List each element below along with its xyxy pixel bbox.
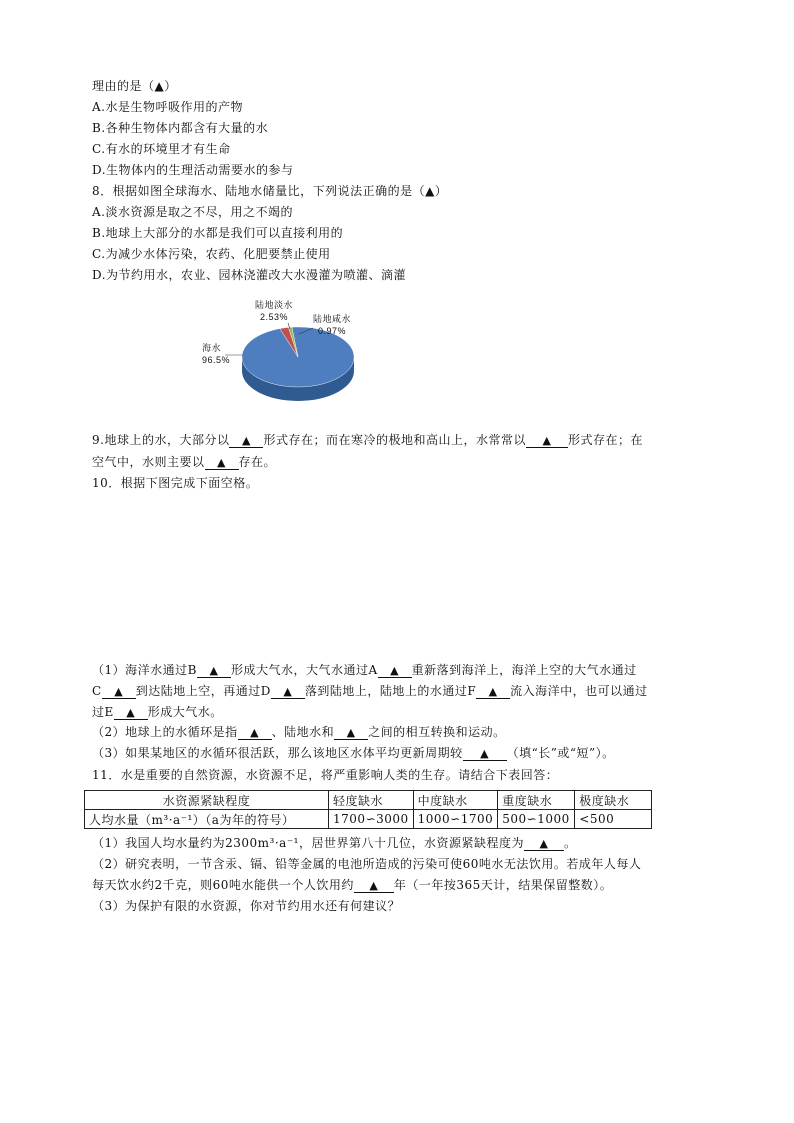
water-storage-pie-chart — [195, 295, 385, 415]
q7-option-b: B.各种生物体内都含有大量的水 — [92, 121, 269, 135]
pie-label-0: 海水 — [202, 343, 222, 353]
water-cycle-figure-area — [92, 495, 702, 655]
q11-stem: 11．水是重要的自然资源，水资源不足，将严重影响人类的生存。请结合下表回答： — [92, 768, 559, 782]
q9-blank-3[interactable]: ▲ — [205, 456, 239, 470]
q9-line-2: 空气中，水则主要以 ▲ 存在。 — [92, 455, 277, 469]
q8-option-c: C.为减少水体污染，农药、化肥要禁止使用 — [92, 247, 331, 261]
pie-value-label-1: 2.53% — [260, 312, 289, 322]
q10-blank-e[interactable]: ▲ — [114, 706, 148, 720]
q10-blank-f[interactable]: ▲ — [476, 685, 510, 699]
pie-label-2: 陆地咸水 — [313, 314, 352, 324]
q9-line-1: 9.地球上的水，大部分以 ▲ 形式存在；而在寒冷的极地和高山上，水常常以 ▲ 形式存在；在 — [92, 433, 643, 447]
q10-blank-d[interactable]: ▲ — [271, 685, 305, 699]
q10-blank-part2-1[interactable]: ▲ — [238, 726, 272, 740]
pie-value-label-2: 0.97% — [318, 326, 347, 336]
q10-sentence-3: 过E ▲ 形成大气水。 — [92, 705, 223, 719]
table-row: 人均水量（m³·a⁻¹）（a为年的符号） 1700∽3000 1000∽1700 500∽1000 <500 — [85, 810, 652, 829]
q10-blank-a[interactable]: ▲ — [378, 664, 412, 678]
q10-stem: 10．根据下图完成下面空格。 — [92, 476, 259, 490]
q11-part-1: （1）我国人均水量约为2300m³·a⁻¹，居世界第八十几位，水资源紧缺程度为 ▲ 。 — [92, 836, 577, 850]
q10-sentence-1: （1）海洋水通过B ▲ 形成大气水，大气水通过A ▲ 重新落到海洋上，海洋上空的大气水通过 — [92, 663, 637, 677]
q8-option-d: D.为节约用水，农业、园林浇灌改大水漫灌为喷灌、滴灌 — [92, 268, 407, 282]
q10-part-2: （2）地球上的水循环是指 ▲ 、陆地水和 ▲ 之间的相互转换和运动。 — [92, 725, 506, 739]
q10-blank-b[interactable]: ▲ — [197, 664, 231, 678]
water-scarcity-table — [84, 790, 652, 829]
q8-stem: 8．根据如图全球海水、陆地水储量比，下列说法正确的是（▲） — [92, 184, 448, 198]
q10-part-3: （3）如果某地区的水循环很活跃，那么该地区水体平均更新周期较 ▲ （填“长”或“短”）。 — [92, 746, 615, 760]
q9-blank-1[interactable]: ▲ — [229, 434, 263, 448]
q11-part-3: （3）为保护有限的水资源，你对节约用水还有何建议？ — [92, 899, 401, 913]
q7-option-a: A.水是生物呼吸作用的产物 — [92, 100, 243, 114]
q7-option-c: C.有水的环境里才有生命 — [92, 142, 231, 156]
pie-label-1: 陆地淡水 — [255, 300, 294, 310]
q9-blank-2[interactable]: ▲ — [526, 434, 568, 448]
q11-blank-1[interactable]: ▲ — [524, 837, 564, 851]
q11-blank-2[interactable]: ▲ — [354, 879, 394, 893]
q7-stem: 理由的是（▲） — [92, 79, 177, 93]
q7-option-d: D.生物体内的生理活动需要水的参与 — [92, 163, 294, 177]
q8-option-a: A.淡水资源是取之不尽，用之不竭的 — [92, 205, 293, 219]
q10-blank-c[interactable]: ▲ — [102, 685, 136, 699]
q11-part-2-line-1: （2）研究表明，一节含汞、镉、铅等金属的电池所造成的污染可使60吨水无法饮用。若成年人每人 — [92, 857, 642, 871]
table-header-row: 水资源紧缺程度 轻度缺水 中度缺水 重度缺水 极度缺水 — [85, 791, 652, 810]
q10-sentence-2: C ▲ 到达陆地上空，再通过D ▲ 落到陆地上，陆地上的水通过F ▲ 流入海洋中，也可以通过 — [92, 684, 648, 698]
q10-blank-part3[interactable]: ▲ — [463, 747, 507, 761]
q11-part-2-line-2: 每天饮水约2千克，则60吨水能供一个人饮用约 ▲ 年（一年按365天计，结果保留整数）。 — [92, 878, 613, 892]
q10-blank-part2-2[interactable]: ▲ — [334, 726, 368, 740]
pie-value-label-0: 96.5% — [202, 355, 231, 365]
q8-option-b: B.地球上大部分的水都是我们可以直接利用的 — [92, 226, 344, 240]
